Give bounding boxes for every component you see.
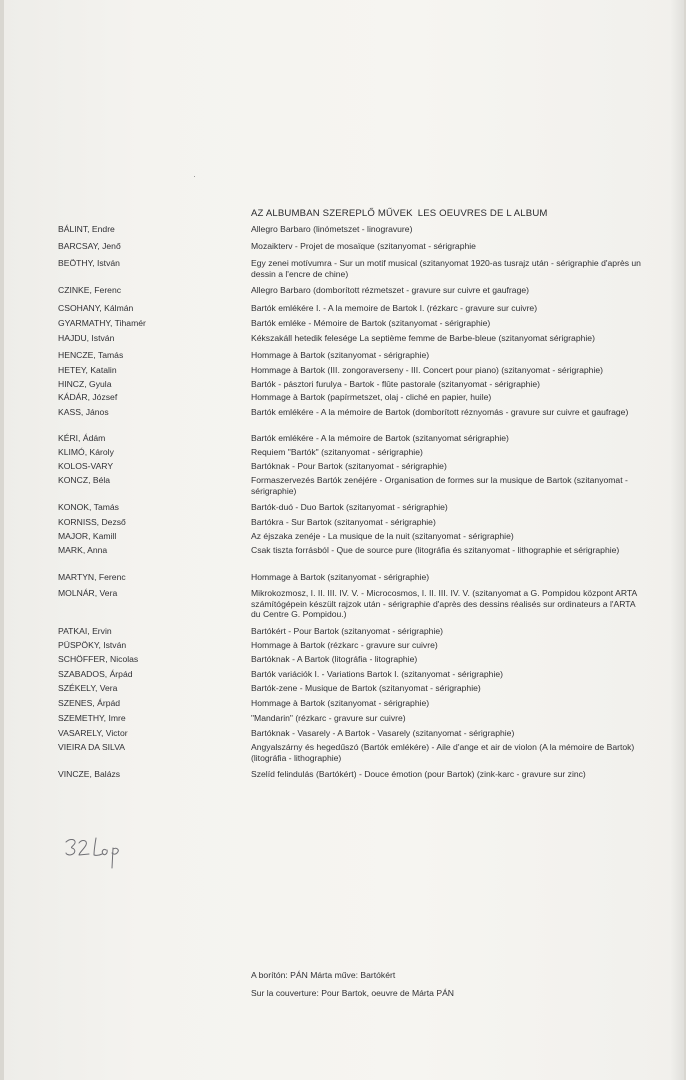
artist-name: BÁLINT, Endre	[58, 224, 115, 234]
artist-name: KONCZ, Béla	[58, 475, 111, 485]
artist-name: HINCZ, Gyula	[58, 379, 112, 389]
artist-name: SCHÖFFER, Nicolas	[58, 654, 139, 664]
document-page	[4, 0, 684, 1080]
heading-hungarian: AZ ALBUMBAN SZEREPLŐ MŰVEK	[251, 208, 413, 219]
work-title: "Mandarin" (rézkarc - gravure sur cuivre)	[251, 713, 406, 723]
artist-name: KONOK, Tamás	[58, 502, 119, 512]
work-title: Bartók-duó - Duo Bartok (szitanyomat - sérigraphie)	[251, 502, 448, 512]
work-title: Hommage à Bartok (rézkarc - gravure sur cuivre)	[251, 640, 438, 650]
list-heading	[251, 208, 548, 219]
artist-name: HENCZE, Tamás	[58, 350, 124, 360]
artist-name: VIEIRA DA SILVA	[58, 742, 126, 752]
work-title: Angyalszárny és hegedűszó (Bartók emlékére) - Aile d'ange et air de violon (A la mémoire de Bartok) (litográfia - lithographie)	[251, 742, 635, 763]
paper-speck	[194, 176, 195, 177]
work-title: Bartók emlékére - A la mémoire de Bartok (szitanyomat sérigraphie)	[251, 433, 509, 443]
cover-credit-hungarian: A borítón: PÁN Márta műve: Bartókért	[251, 970, 396, 980]
work-title: Hommage à Bartok (papírmetszet, olaj - cliché en papier, huile)	[251, 392, 492, 402]
cover-credit-french: Sur la couverture: Pour Bartok, oeuvre de Márta PÁN	[251, 988, 455, 998]
artist-name: KLIMÓ, Károly	[58, 447, 114, 457]
artist-name: PÜSPÖKY, István	[58, 640, 127, 650]
work-title: Mozaikterv - Projet de mosaïque (szitanyomat - sérigraphie	[251, 241, 476, 251]
work-title: Csak tiszta forrásból - Que de source pure (litográfia és szitanyomat - lithographie et sérigraphie)	[251, 545, 620, 555]
artist-name: MARTYN, Ferenc	[58, 572, 126, 582]
artist-name: PATKAI, Ervin	[58, 626, 112, 636]
artist-name: SZABADOS, Árpád	[58, 669, 133, 679]
artist-name: KOLOS-VARY	[58, 461, 114, 471]
artist-name: VINCZE, Balázs	[58, 769, 121, 779]
artist-name: HAJDU, István	[58, 333, 115, 343]
artist-name: SZÉKELY, Vera	[58, 683, 118, 693]
artist-name: MAJOR, Kamill	[58, 531, 117, 541]
work-title: Bartók - pásztori furulya - Bartok - flûte pastorale (szitanyomat - sérigraphie)	[251, 379, 540, 389]
artist-name: SZEMETHY, Imre	[58, 713, 126, 723]
work-title: Az éjszaka zenéje - La musique de la nuit (szitanyomat - sérigraphie)	[251, 531, 514, 541]
artist-name: KÁDÁR, József	[58, 392, 118, 402]
work-title: Bartóknak - Pour Bartok (szitanyomat - sérigraphie)	[251, 461, 447, 471]
work-title: Allegro Barbaro (linómetszet - linogravure)	[251, 224, 413, 234]
heading-french: LES OEUVRES DE L ALBUM	[417, 208, 548, 219]
artist-name: KASS, János	[58, 407, 109, 417]
artist-name: CSOHANY, Kálmán	[58, 303, 134, 313]
artist-name: BEÖTHY, István	[58, 258, 120, 268]
artist-name: GYARMATHY, Tihamér	[58, 318, 146, 328]
artist-name: KÉRI, Ádám	[58, 433, 106, 443]
work-title: Bartók-zene - Musique de Bartok (szitanyomat - sérigraphie)	[251, 683, 481, 693]
artist-name: SZENES, Árpád	[58, 698, 121, 708]
work-title: Hommage à Bartok (szitanyomat - sérigraphie)	[251, 572, 430, 582]
artist-name: BARCSAY, Jenő	[58, 241, 121, 251]
work-title: Szelíd felindulás (Bartókért) - Douce émotion (pour Bartok) (zink-karc - gravure sur zinc)	[251, 769, 586, 779]
work-title: Bartók variációk I. - Variations Bartok I. (szitanyomat - sérigraphie)	[251, 669, 504, 679]
work-title: Bartók emléke - Mémoire de Bartok (szitanyomat - sérigraphie)	[251, 318, 491, 328]
work-title: Egy zenei motívumra - Sur un motif musical (szitanyomat 1920-as tusrajz után - sérigraphie d'après un dessin a l'encre de chine)	[251, 258, 641, 279]
artist-name: HETEY, Katalin	[58, 365, 117, 375]
work-title: Hommage à Bartok (III. zongoraverseny - III. Concert pour piano) (szitanyomat - sérigraphie)	[251, 365, 604, 375]
artist-name: VASARELY, Victor	[58, 728, 128, 738]
work-title: Allegro Barbaro (domborított rézmetszet - gravure sur cuivre et gaufrage)	[251, 285, 529, 295]
work-title: Bartókra - Sur Bartok (szitanyomat - sérigraphie)	[251, 517, 436, 527]
handwritten-page-count	[64, 836, 134, 870]
work-title: Kékszakáll hetedik felesége La septième femme de Barbe-bleue (szitanyomat sérigraphie)	[251, 333, 595, 343]
artist-name: KORNISS, Dezső	[58, 517, 126, 527]
work-title: Mikrokozmosz, I. II. III. IV. V. - Microcosmos, I. II. III. IV. V. (szitanyomat a G. Pompidou központ ARTA számítógépein készült rajzok után - sérigraphie d'après des dessins réalisés sur ordinateurs a l'ARTA du Centre G. Pompidou.)	[251, 588, 637, 620]
artist-name: CZINKE, Ferenc	[58, 285, 122, 295]
work-title: Hommage à Bartok (szitanyomat - sérigraphie)	[251, 350, 430, 360]
work-title: Formaszervezés Bartók zenéjére - Organisation de formes sur la musique de Bartok (szitanyomat - sérigraphie)	[251, 475, 628, 496]
work-title: Bartóknak - A Bartok (litográfia - litographie)	[251, 654, 418, 664]
artist-name: MARK, Anna	[58, 545, 108, 555]
work-title: Bartókért - Pour Bartok (szitanyomat - sérigraphie)	[251, 626, 443, 636]
work-title: Bartóknak - Vasarely - A Bartok - Vasarely (szitanyomat - sérigraphie)	[251, 728, 515, 738]
work-title: Bartók emlékére I. - A la memoire de Bartok I. (rézkarc - gravure sur cuivre)	[251, 303, 538, 313]
artist-name: MOLNÁR, Vera	[58, 588, 118, 598]
work-title: Requiem "Bartók" (szitanyomat - sérigraphie)	[251, 447, 423, 457]
page-edge-shadow	[670, 0, 684, 1080]
work-title: Hommage à Bartok (szitanyomat - sérigraphie)	[251, 698, 430, 708]
work-title: Bartók emlékére - A la mémoire de Bartok (domborított réznyomás - gravure sur cuivre et gaufrage)	[251, 407, 629, 417]
